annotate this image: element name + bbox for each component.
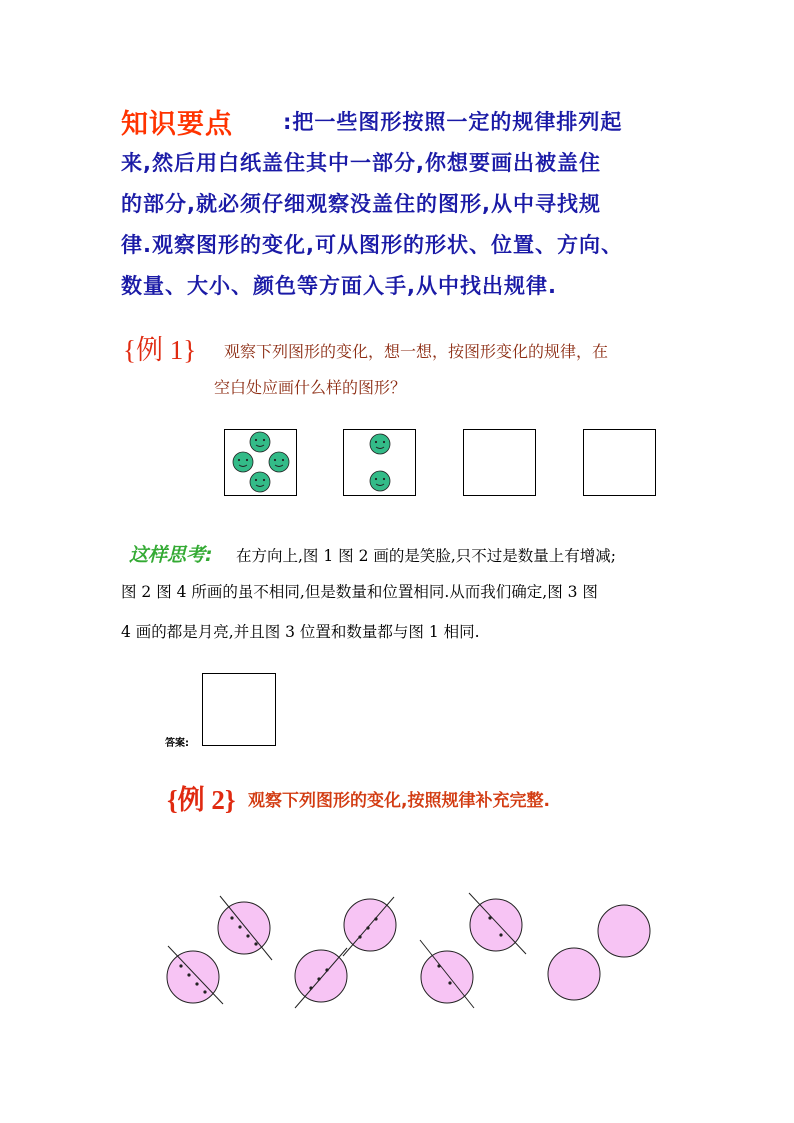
circle-group2-left [295,950,347,1002]
knowledge-line-2: 来,然后用白纸盖住其中一部分,你想要画出被盖住 [121,151,601,175]
knowledge-title: 知识要点 [121,109,233,140]
crescent-moons-four [203,674,275,745]
thinking-line-2: 图 2 图 4 所画的虽不相同,但是数量和位置相同.从而我们确定,图 3 图 [121,583,598,601]
answer-box [202,673,276,746]
knowledge-line-1: :把一些图形按照一定的规律排列起 [283,110,623,134]
thinking-label: 这样思考: [129,544,213,566]
figure-3-blank-box [463,429,536,496]
circle-group3-left [421,951,473,1003]
answer-label: 答案: [165,738,189,749]
thinking-line-3: 4 画的都是月亮,并且图 3 位置和数量都与图 1 相同. [121,623,480,641]
figure-4-box [583,429,656,496]
example2-tag: {例 2} [167,785,236,815]
thinking-line-1: 在方向上,图 1 图 2 画的是笑脸,只不过是数量上有增减; [236,547,617,565]
knowledge-line-5: 数量、大小、颜色等方面入手,从中找出规律. [121,274,557,298]
figure-2-box [343,429,416,496]
knowledge-line-4: 律.观察图形的变化,可从图形的形状、位置、方向、 [121,233,623,257]
circle-group1-left [167,951,219,1003]
example2-circles-figure [150,880,670,1020]
circle-group1-right [218,902,270,954]
knowledge-line-3: 的部分,就必须仔细观察没盖住的图形,从中寻找规 [121,192,601,216]
example2-question: 观察下列图形的变化,按照规律补充完整. [248,791,550,811]
circle-group4-left [548,948,600,1000]
circle-group3-right [470,899,522,951]
crescent-moons-two [584,430,655,495]
smiley-faces-two [344,430,415,495]
example1-question-line-2: 空白处应画什么样的图形？ [214,378,407,397]
example1-question-line-1: 观察下列图形的变化，想一想，按图形变化的规律，在 [224,342,609,361]
circle-group4-right [598,905,650,957]
example1-tag: {例 1} [123,335,197,365]
figure-1-box [224,429,297,496]
smiley-faces-four [225,430,296,495]
